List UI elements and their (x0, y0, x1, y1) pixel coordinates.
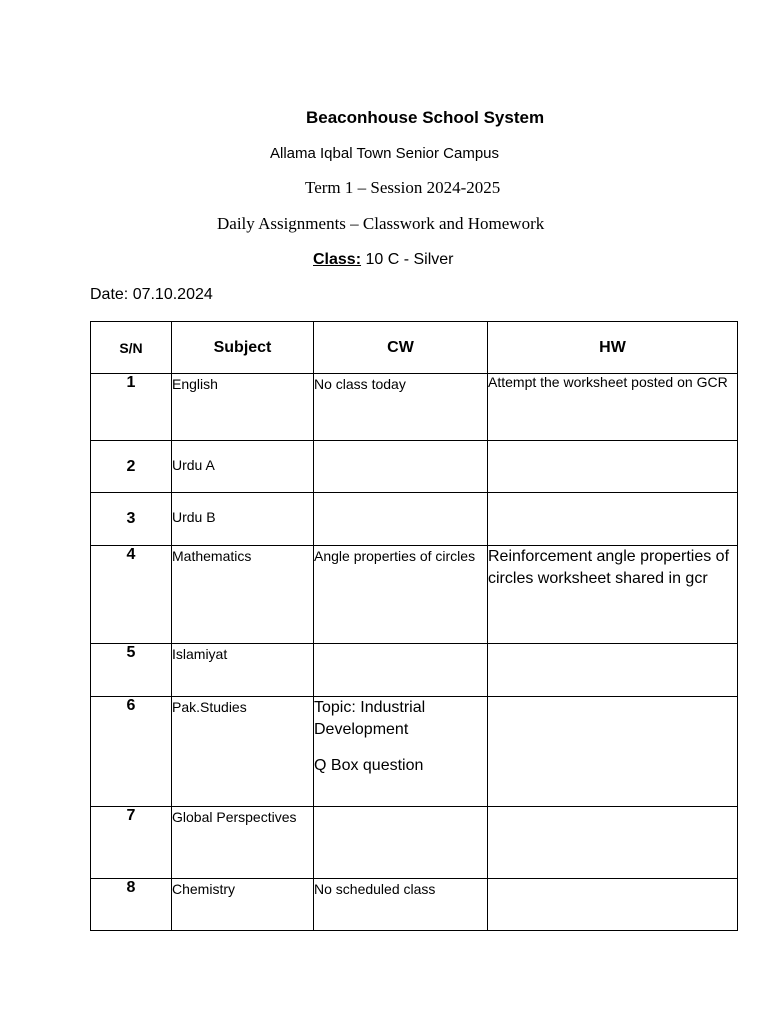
row-subject: Global Perspectives (172, 807, 314, 879)
row-subject: English (172, 374, 314, 441)
row-hw (488, 493, 738, 546)
cw-question: Q Box question (314, 757, 424, 774)
row-sn: 4 (91, 546, 172, 644)
table-header-row (91, 322, 738, 374)
school-name: Beaconhouse School System (306, 108, 545, 127)
table-row (91, 546, 738, 644)
assignment-date: Date: 07.10.2024 (90, 286, 213, 303)
row-sn: 1 (91, 374, 172, 441)
document-title: Daily Assignments – Classwork and Homework (217, 214, 545, 233)
row-subject: Mathematics (172, 546, 314, 644)
campus-name: Allama Iqbal Town Senior Campus (270, 145, 500, 162)
table-row (91, 644, 738, 697)
row-sn: 7 (91, 807, 172, 879)
row-cw: No scheduled class (314, 879, 488, 931)
row-hw (488, 441, 738, 493)
row-cw: No class today (314, 374, 488, 441)
table-row (91, 374, 738, 441)
class-info (313, 251, 454, 269)
class-label: Class: (313, 251, 362, 268)
row-subject: Urdu B (172, 493, 314, 546)
row-cw (314, 807, 488, 879)
table-row (91, 807, 738, 879)
header-hw: HW (488, 322, 738, 374)
table-row (91, 493, 738, 546)
row-hw (488, 807, 738, 879)
row-sn: 6 (91, 697, 172, 807)
term-session: Term 1 – Session 2024-2025 (305, 178, 501, 197)
cw-topic: Topic: Industrial Development (314, 699, 426, 738)
row-hw (488, 879, 738, 931)
table-row (91, 879, 738, 931)
row-cw (314, 493, 488, 546)
class-value: 10 C - Silver (361, 251, 454, 268)
row-hw (488, 697, 738, 807)
header-cw: CW (314, 322, 488, 374)
row-hw: Reinforcement angle properties of circles worksheet shared in gcr (488, 546, 738, 644)
assignments-table (90, 321, 738, 931)
row-sn: 8 (91, 879, 172, 931)
row-hw (488, 644, 738, 697)
row-subject: Urdu A (172, 441, 314, 493)
row-subject: Chemistry (172, 879, 314, 931)
table-row (91, 441, 738, 493)
row-sn: 5 (91, 644, 172, 697)
row-subject: Islamiyat (172, 644, 314, 697)
row-subject: Pak.Studies (172, 697, 314, 807)
row-sn: 2 (91, 441, 172, 493)
row-cw (314, 644, 488, 697)
row-cw (314, 697, 488, 807)
row-sn: 3 (91, 493, 172, 546)
row-hw: Attempt the worksheet posted on GCR (488, 374, 738, 441)
header-sn: S/N (91, 322, 172, 374)
row-cw (314, 441, 488, 493)
header-subject: Subject (172, 322, 314, 374)
table-row (91, 697, 738, 807)
row-cw: Angle properties of circles (314, 546, 488, 644)
